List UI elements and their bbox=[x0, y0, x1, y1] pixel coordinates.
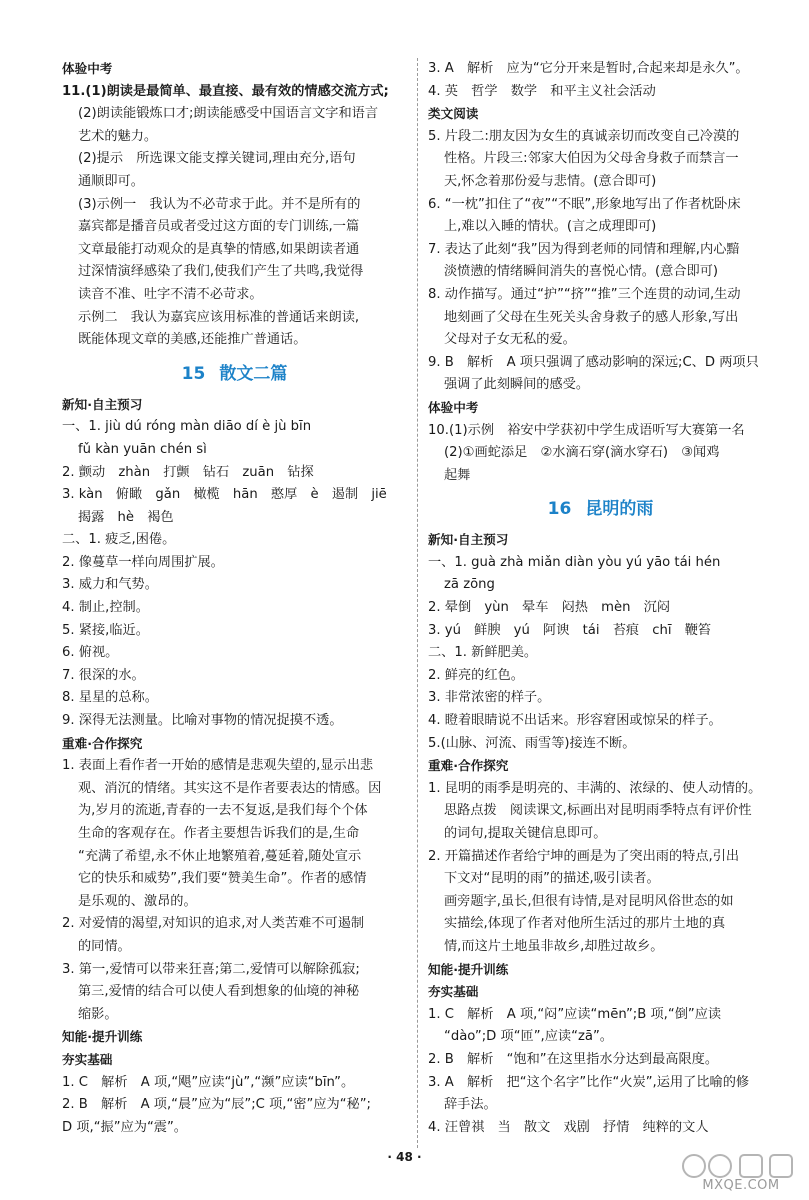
text-line: 实描绘,体现了作者对他所生活过的那片土地的真 bbox=[444, 916, 726, 932]
text-line: 3. 非常浓密的样子。 bbox=[428, 690, 551, 706]
text-line: 2. 对爱情的渴望,对知识的追求,对人类苦难不可遏制 bbox=[62, 916, 365, 932]
right-section-b bbox=[428, 529, 773, 1139]
text-line: 5.(山脉、河流、雨雪等)接连不断。 bbox=[428, 735, 636, 751]
text-line: 的同情。 bbox=[78, 938, 131, 954]
text-line: 艺术的魅力。 bbox=[78, 128, 158, 144]
text-line: 9. 深得无法测量。比喻对事物的情况捉摸不透。 bbox=[62, 713, 343, 729]
text-line: 起舞 bbox=[444, 467, 471, 483]
text-line: 4. 瞪着眼睛说不出话来。形容窘困或惊呆的样子。 bbox=[428, 713, 722, 729]
lesson-number: 16 bbox=[547, 499, 572, 520]
text-line: 一、1. jiù dú róng màn diāo dí è jù bīn bbox=[62, 419, 312, 435]
watermark-text: MXQE.COM bbox=[702, 1178, 780, 1193]
text-line: 2. 开篇描述作者给宁坤的画是为了突出雨的特点,引出 bbox=[428, 848, 740, 864]
text-line: 5. 片段二:朋友因为女生的真诚亲切而改变自己冷漠的 bbox=[428, 128, 740, 144]
text-line: 7. 表达了此刻“我”因为得到老师的同情和理解,内心黯 bbox=[428, 241, 740, 257]
left-column bbox=[62, 58, 407, 1139]
text-line: 的词句,提取关键信息即可。 bbox=[444, 826, 607, 841]
text-line: 生命的客观存在。作者主要想告诉我们的是,生命 bbox=[78, 826, 360, 841]
text-line: 既能体现文章的美感,还能推广普通话。 bbox=[78, 332, 307, 348]
text-line: 2. B 解析 “饱和”在这里指水分达到最高限度。 bbox=[428, 1051, 719, 1067]
text-line: 2. B 解析 A 项,“晨”应为“辰”;C 项,“密”应为“秘”; bbox=[62, 1097, 371, 1113]
text-line: 过深情演绎感染了我们,使我们产生了共鸣,我觉得 bbox=[78, 264, 364, 280]
text-line: (2)朗读能锻炼口才;朗读能感受中国语言文字和语言 bbox=[78, 106, 379, 122]
text-line: (2)提示 所选课文能支撑关键词,理由充分,语句 bbox=[78, 151, 356, 167]
text-line: 4. 英 哲学 数学 和平主义社会活动 bbox=[428, 83, 656, 99]
text-line: 通顺即可。 bbox=[78, 173, 144, 189]
text-line: (2)①画蛇添足 ②水滴石穿(滴水穿石) ③闻鸡 bbox=[444, 445, 720, 461]
text-line: 8. 动作描写。通过“护”“挤”“推”三个连贯的动词,生动 bbox=[428, 286, 741, 302]
text-line: 7. 很深的水。 bbox=[62, 667, 145, 683]
text-line: 为,岁月的流逝,青春的一去不复返,是我们每个个体 bbox=[78, 803, 368, 819]
text-line: 二、1. 疲乏,困倦。 bbox=[62, 532, 176, 548]
text-line: 淡愤懑的情绪瞬间消失的喜悦心情。(意合即可) bbox=[444, 264, 719, 280]
text-line: (3)示例一 我认为不必苛求于此。并不是所有的 bbox=[78, 196, 361, 212]
text-line: 一、1. guà zhà miǎn diàn yòu yú yāo tái hén bbox=[428, 554, 721, 570]
text-line: 9. B 解析 A 项只强调了感动影响的深远;C、D 两项只 bbox=[428, 354, 759, 370]
left-section-a bbox=[62, 58, 407, 352]
section-heading: 夯实基础 bbox=[62, 1051, 113, 1067]
text-line: 1. C 解析 A 项,“飓”应读“jù”,“濒”应读“bīn”。 bbox=[62, 1074, 355, 1090]
section-heading: 知能·提升训练 bbox=[62, 1029, 143, 1045]
text-line: 揭露 hè 褐色 bbox=[78, 509, 174, 525]
text-line: D 项,“振”应为“震”。 bbox=[62, 1119, 187, 1135]
text-line: 辞手法。 bbox=[444, 1097, 497, 1113]
left-section-b bbox=[62, 394, 407, 1140]
section-heading: 体验中考 bbox=[62, 61, 113, 76]
text-line: 6. “一枕”扣住了“夜”“不眠”,形象地写出了作者枕卧床 bbox=[428, 196, 741, 212]
text-line: 8. 星星的总称。 bbox=[62, 690, 158, 706]
page-number: · 48 · bbox=[387, 1150, 422, 1164]
section-heading: 知能·提升训练 bbox=[428, 961, 509, 977]
right-section-a bbox=[428, 58, 773, 487]
section-heading: 体验中考 bbox=[428, 399, 479, 415]
text-line: 天,怀念着那份爱与悲情。(意合即可) bbox=[444, 173, 657, 189]
text-line: 1. C 解析 A 项,“闷”应读“mēn”;B 项,“倒”应读 bbox=[428, 1006, 722, 1022]
right-column bbox=[428, 58, 773, 1139]
text-line: 3. 威力和气势。 bbox=[62, 577, 158, 593]
lesson-title-text: 散文二篇 bbox=[219, 363, 288, 384]
text-line: “dào”;D 项“匝”,应读“zā”。 bbox=[444, 1029, 613, 1045]
text-line: 11.(1)朗读是最简单、最直接、最有效的情感交流方式; bbox=[62, 83, 389, 99]
text-line: 它的快乐和威势”,我们要“赞美生命”。作者的感情 bbox=[78, 871, 367, 887]
text-line: 10.(1)示例 裕安中学获初中学生成语听写大赛第一名 bbox=[428, 422, 745, 438]
text-line: 1. 昆明的雨季是明亮的、丰满的、浓绿的、使人动情的。 bbox=[428, 780, 762, 796]
text-line: 3. kàn 俯瞰 gǎn 橄榄 hān 憨厚 è 遏制 jiē bbox=[62, 487, 387, 503]
text-line: 6. 俯视。 bbox=[62, 645, 119, 661]
text-line: 文章最能打动观众的是真挚的情感,如果朗读者通 bbox=[78, 241, 360, 257]
text-line: 4. 汪曾祺 当 散文 戏剧 抒情 纯粹的文人 bbox=[428, 1119, 709, 1135]
text-line: 强调了此刻瞬间的感受。 bbox=[444, 377, 590, 393]
text-line: 性格。片段三:邻家大伯因为父母舍身救子而禁言一 bbox=[444, 151, 739, 167]
lesson-title-16 bbox=[428, 495, 773, 523]
text-line: 嘉宾都是播音员或者受过这方面的专门训练,一篇 bbox=[78, 219, 360, 235]
text-line: 2. 像蔓草一样向周围扩展。 bbox=[62, 554, 224, 570]
text-line: 上,难以入睡的情状。(言之成理即可) bbox=[444, 219, 657, 235]
column-divider bbox=[417, 58, 418, 1148]
text-line: 缩影。 bbox=[78, 1006, 118, 1022]
lesson-number: 15 bbox=[181, 363, 206, 384]
text-line: 地刻画了父母在生死关头舍身救子的感人形象,写出 bbox=[444, 309, 739, 325]
text-line: 二、1. 新鲜肥美。 bbox=[428, 645, 538, 661]
section-heading: 新知·自主预习 bbox=[62, 396, 143, 412]
text-line: 情,而这片土地虽非故乡,却胜过故乡。 bbox=[444, 938, 664, 954]
text-line: zā zōng bbox=[444, 577, 495, 593]
text-line: 画旁题字,虽长,但很有诗情,是对昆明风俗世态的如 bbox=[444, 893, 734, 909]
text-line: 5. 紧接,临近。 bbox=[62, 622, 149, 638]
text-line: 读音不准、吐字不清不必苛求。 bbox=[78, 286, 263, 302]
text-line: 父母对子女无私的爱。 bbox=[444, 332, 576, 348]
text-line: 示例二 我认为嘉宾应该用标准的普通话来朗读, bbox=[78, 309, 360, 325]
section-heading: 新知·自主预习 bbox=[428, 532, 509, 548]
text-line: 3. A 解析 应为“它分开来是暂时,合起来却是永久”。 bbox=[428, 61, 749, 76]
text-line: 2. 颤动 zhàn 打颤 钻石 zuān 钻探 bbox=[62, 464, 314, 480]
text-line: 3. A 解析 把“这个名字”比作“火炭”,运用了比喻的修 bbox=[428, 1074, 750, 1090]
text-line: 2. 晕倒 yùn 晕车 闷热 mèn 沉闷 bbox=[428, 600, 671, 616]
section-heading: 类文阅读 bbox=[428, 106, 479, 122]
text-line: “充满了希望,永不休止地繁殖着,蔓延着,随处宣示 bbox=[78, 848, 362, 864]
text-line: 下文对“昆明的雨”的描述,吸引读者。 bbox=[444, 871, 660, 887]
text-line: 3. yú 鲜腴 yú 阿谀 tái 苔痕 chī 鞭笞 bbox=[428, 622, 712, 638]
text-line: 2. 鲜亮的红色。 bbox=[428, 667, 524, 683]
section-heading: 夯实基础 bbox=[428, 984, 479, 1000]
text-line: 1. 表面上看作者一开始的感情是悲观失望的,显示出悲 bbox=[62, 758, 374, 774]
section-heading: 重难·合作探究 bbox=[62, 735, 143, 751]
lesson-title-text: 昆明的雨 bbox=[585, 499, 654, 520]
text-line: 是乐观的、激昂的。 bbox=[78, 893, 197, 909]
text-line: fǔ kàn yuān chén sì bbox=[78, 441, 207, 457]
text-line: 观、消沉的情绪。其实这不是作者要表达的情感。因 bbox=[78, 780, 382, 796]
lesson-title-15 bbox=[62, 360, 407, 388]
text-line: 思路点拨 阅读课文,标画出对昆明雨季特点有评价性 bbox=[444, 803, 752, 819]
section-heading: 重难·合作探究 bbox=[428, 758, 509, 774]
text-line: 3. 第一,爱情可以带来狂喜;第二,爱情可以解除孤寂; bbox=[62, 961, 360, 977]
text-line: 4. 制止,控制。 bbox=[62, 600, 149, 616]
text-line: 第三,爱情的结合可以使人看到想象的仙境的神秘 bbox=[78, 984, 360, 1000]
